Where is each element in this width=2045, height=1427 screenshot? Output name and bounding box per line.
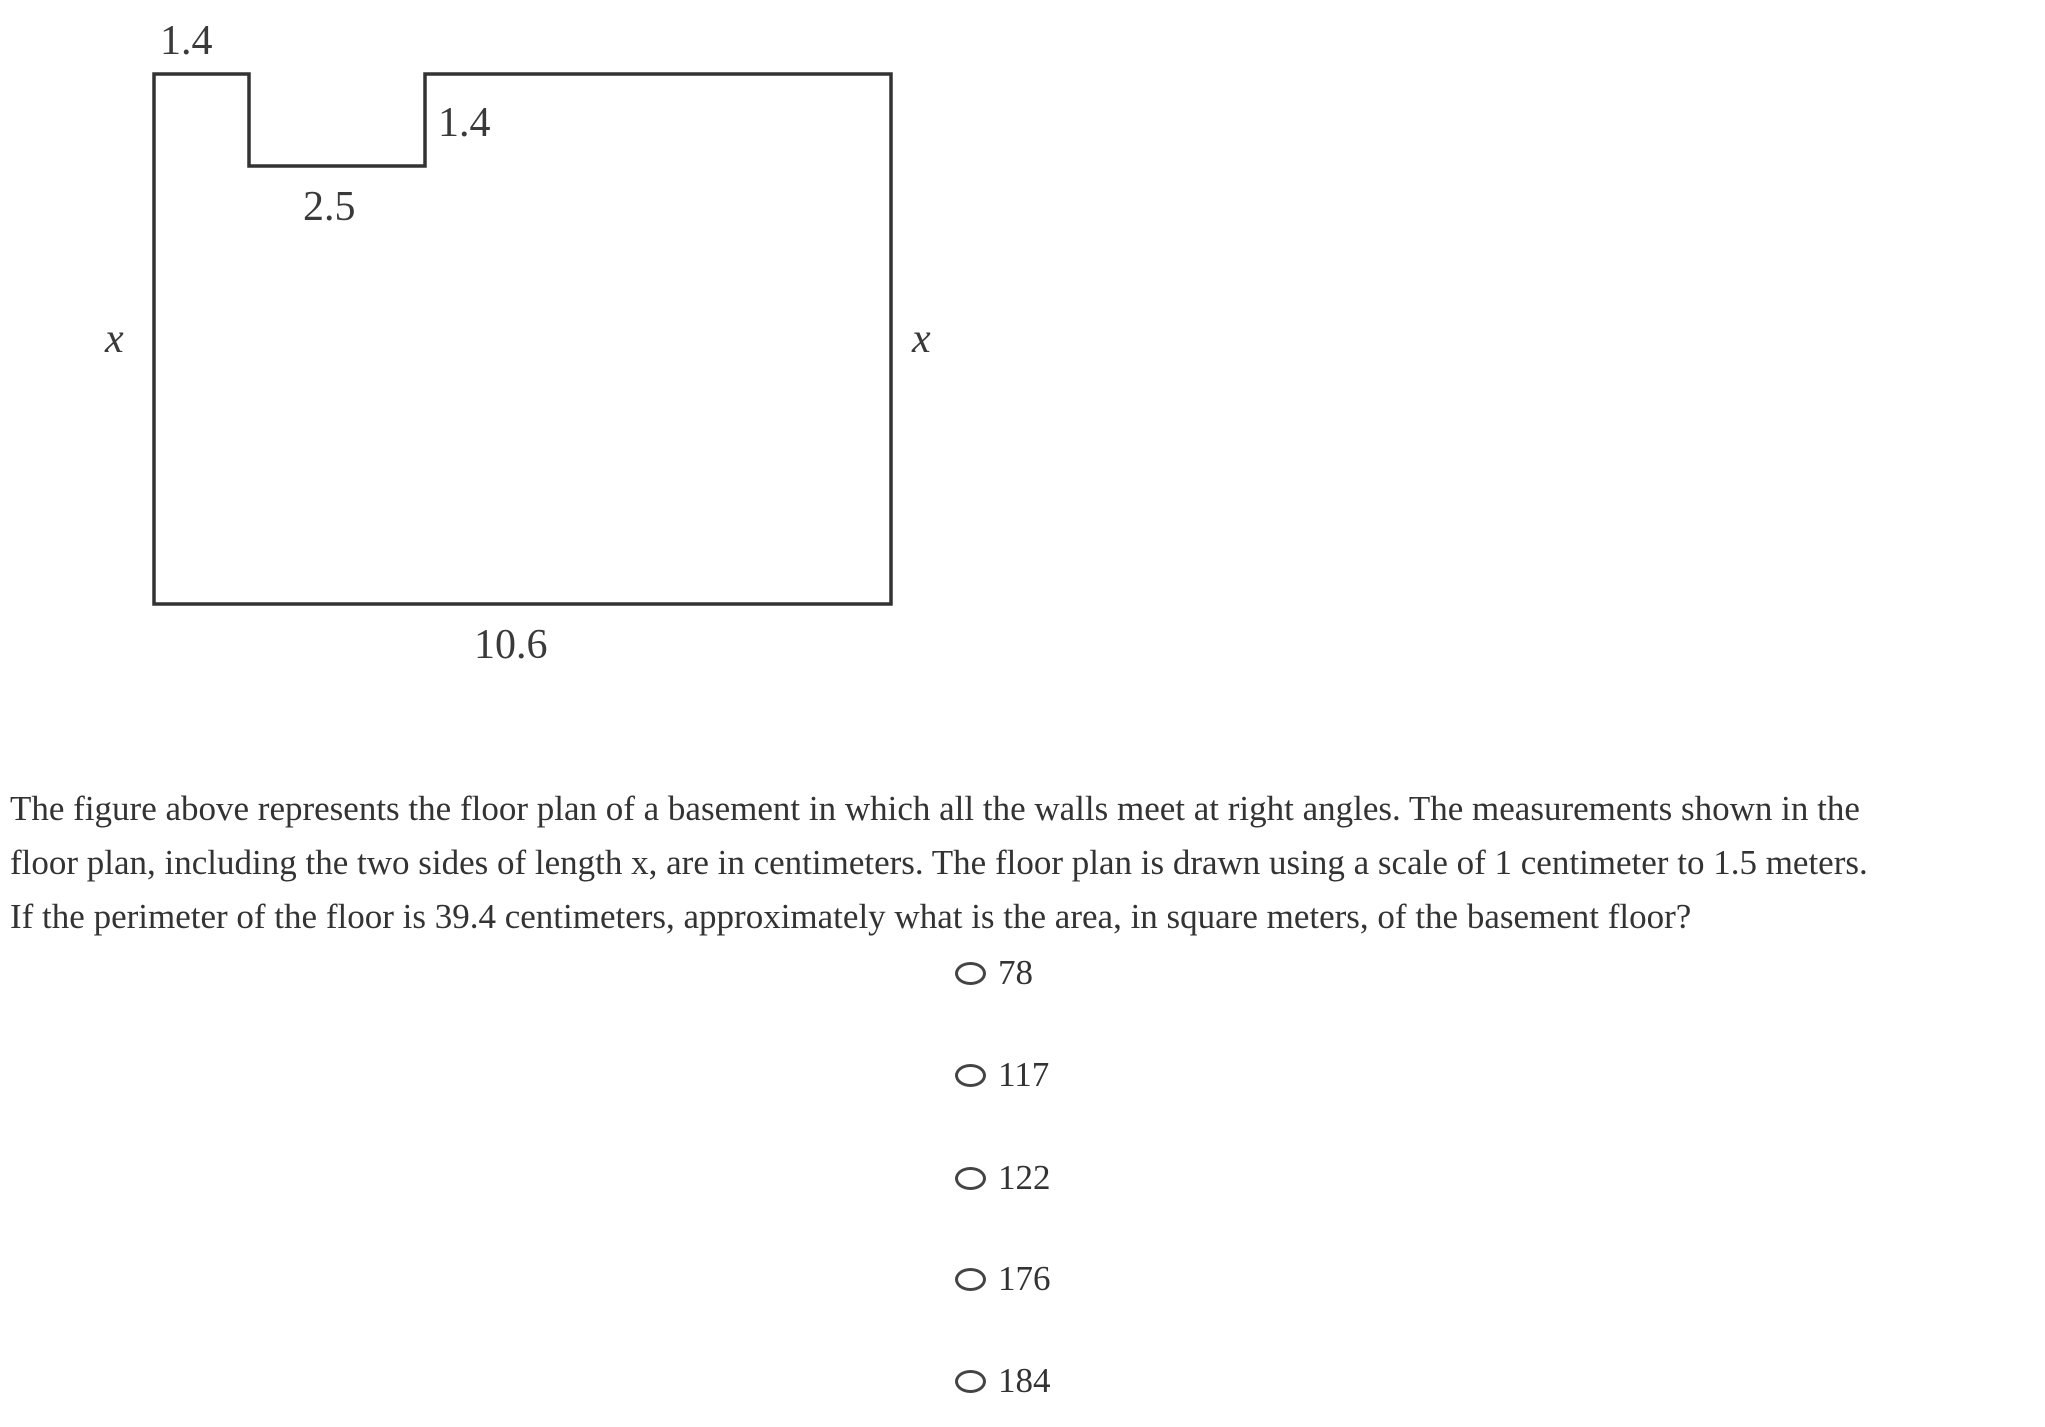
option-label: 117	[998, 1055, 1050, 1094]
answer-option-117[interactable]	[955, 1050, 1049, 1100]
question-line: The figure above represents the floor plan of a basement in which all the walls meet at right angles. The measurements shown in the	[10, 789, 1860, 828]
option-label: 122	[998, 1158, 1051, 1197]
label-notch-width: 2.5	[303, 184, 356, 230]
floor-plan-figure	[0, 0, 1000, 720]
option-label: 176	[998, 1259, 1051, 1298]
radio-button-icon[interactable]	[955, 1167, 986, 1190]
radio-button-icon[interactable]	[955, 1268, 986, 1291]
label-top-left-width: 1.4	[160, 18, 213, 64]
answer-option-78[interactable]	[955, 948, 1033, 998]
answer-option-122[interactable]	[955, 1153, 1051, 1203]
question-line: floor plan, including the two sides of length x, are in centimeters. The floor plan is drawn using a scale of 1 centimeter to 1.5 meters.	[10, 843, 1868, 882]
answer-option-176[interactable]	[955, 1254, 1051, 1304]
radio-button-icon[interactable]	[955, 1370, 986, 1393]
floor-plan-outline	[154, 74, 891, 604]
question-line: If the perimeter of the floor is 39.4 centimeters, approximately what is the area, in square meters, of the basement floor?	[10, 897, 1692, 936]
option-label: 184	[998, 1361, 1051, 1400]
answer-option-184[interactable]	[955, 1356, 1051, 1406]
radio-button-icon[interactable]	[955, 1064, 986, 1087]
radio-button-icon[interactable]	[955, 962, 986, 985]
question-text	[10, 782, 2045, 944]
option-label: 78	[998, 953, 1033, 992]
label-bottom: 10.6	[474, 622, 548, 668]
label-left-side: x	[105, 316, 124, 362]
label-notch-depth: 1.4	[438, 100, 491, 146]
label-right-side: x	[912, 316, 931, 362]
